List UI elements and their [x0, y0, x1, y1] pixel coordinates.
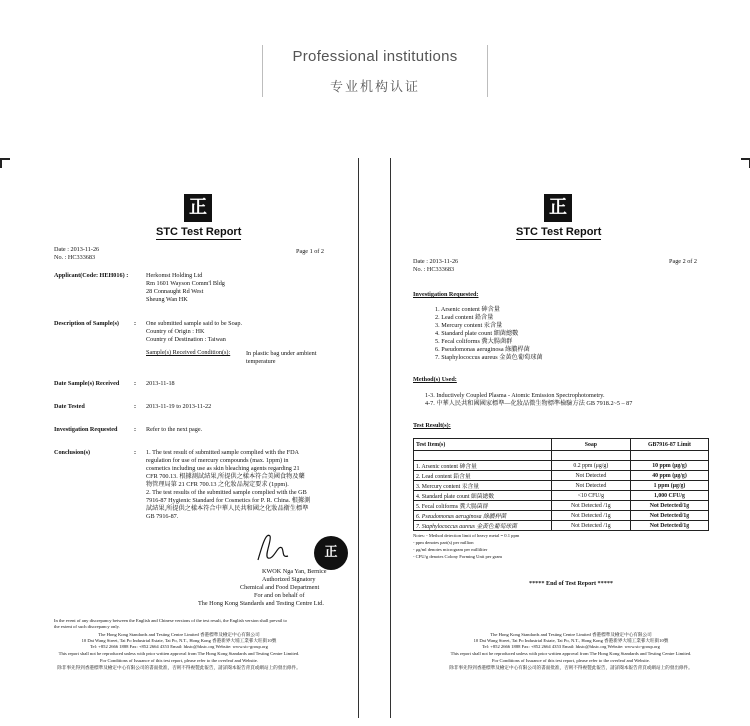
colon: :: [134, 380, 137, 387]
signatory-line: The Hong Kong Standards and Testing Centre Ltd.: [198, 600, 324, 607]
table-header: GB7916-87 Limit: [630, 439, 708, 451]
method-line: 1-3. Inductively Coupled Plasma - Atomic Emission Spectrophotometry.: [425, 392, 605, 399]
end-of-report: ***** End of Test Report *****: [528, 580, 614, 587]
investigation-item: 4. Standard plate count 細菌總數: [435, 330, 519, 337]
footer-line: The Hong Kong Standards and Testing Centre Limited 香港標準及檢定中心有限公司: [98, 632, 260, 637]
table-cell: 2. Lead content 鉛含量: [414, 471, 552, 481]
report-page-1: [0, 158, 359, 718]
report-date: Date : 2013-11-26: [413, 258, 459, 265]
page-number: Page 2 of 2: [669, 258, 698, 265]
table-cell: Not Detected /1g: [551, 511, 630, 521]
report-title: STC Test Report: [156, 226, 242, 238]
footer-line: 除非事先得到香港標準及檢定中心有限公司的書面批准，否則不得複製此報告，請詳閱本報告背頁或網站上的發出條件。: [449, 665, 693, 670]
footer-line: 10 Dai Wang Street, Tai Po Industrial Estate, Tai Po, N.T., Hong Kong 香港新界大埔工業邨大旺街10號: [473, 638, 669, 643]
report-date: Date : 2013-11-26: [54, 246, 100, 253]
table-cell: 40 ppm (μg/g): [630, 471, 708, 481]
footer-line: Tel: +852 2666 1888 Fax: +852 2664 4353 Email: hkstc@hkstc.org Website: www.stc-group.org: [90, 644, 268, 649]
conclusion-line: 試結果,所提供之樣本符合中華人民共和國之化妝品衛生標準: [146, 505, 309, 512]
date-received-label: Date Sample(s) Received: [54, 380, 120, 387]
conclusion-line: CFR 700.13. 根據測試結果,所提供之樣本符合美國食物及藥: [146, 473, 305, 480]
description-line: One submitted sample said to be Soap.: [146, 320, 243, 327]
page-corner-mark: [741, 158, 750, 168]
header-title-cn: 专业机构认证: [329, 80, 420, 95]
table-cell: 1 ppm (μg/g): [630, 481, 708, 491]
table-row: [414, 491, 709, 501]
table-row: [414, 511, 709, 521]
applicant-line: Rm 1601 Wayson Comm'l Bldg: [146, 280, 225, 287]
investigation-item: 5. Fecal coliforms 糞大腸菌群: [435, 338, 513, 345]
investigation-item: 6. Pseudomonas aeruginosa 綠膿桿菌: [435, 346, 530, 353]
official-stamp-icon: 正: [314, 536, 348, 570]
colon: :: [134, 449, 137, 456]
page-corner-mark: [0, 158, 10, 168]
footnote: the extent of such discrepancy only.: [54, 624, 120, 629]
footer-line: This report shall not be reproduced unless with prior written approval from The Hong Kong Standards and Testing Centre Limited.: [450, 651, 692, 656]
table-cell: 4. Standard plate count 細菌總數: [414, 491, 552, 501]
applicant-line: Sheung Wan HK: [146, 296, 188, 303]
table-note: - μg/ml denotes microgram per milliliter: [413, 547, 488, 552]
table-header: Soap: [551, 439, 630, 451]
date-tested-label: Date Tested: [54, 403, 85, 410]
received-condition-value: In plastic bag under ambient: [246, 350, 317, 357]
report-number: No. : HC333683: [413, 266, 455, 273]
table-row: [414, 461, 709, 471]
investigation-heading: Investigation Requested:: [413, 291, 479, 298]
table-cell: Not Detected /1g: [551, 501, 630, 511]
signatory-line: KWOK Nga Yan, Bernice: [262, 568, 327, 575]
signatory-line: Authorized Signatory: [262, 576, 316, 583]
conclusion-line: cosmetics including use as skin bleaching agents regarding 21: [146, 465, 300, 472]
table-cell: Not Detected/1g: [630, 501, 708, 511]
table-cell: 5. Fecal coliforms 糞大腸菌群: [414, 501, 552, 511]
footer-line: For Conditions of Issuance of this test report, please refer to the overleaf and Website.: [492, 658, 650, 663]
footer-line: 除非事先得到香港標準及檢定中心有限公司的書面批准，否則不得複製此報告，請詳閱本報告背頁或網站上的發出條件。: [57, 665, 301, 670]
table-cell: Not Detected: [551, 471, 630, 481]
results-table: [413, 438, 709, 531]
table-cell: Not Detected/1g: [630, 521, 708, 531]
method-line: 4-7. 中華人民共和國國家標準—化妝品微生物標準檢驗方法 GB 7918.2~5 – 87: [425, 400, 633, 407]
table-row: [414, 521, 709, 531]
table-header-row: [414, 439, 709, 451]
conclusion-line: 7916-87 Hygienic Standard for Cosmetics for P. R. China. 根據測: [146, 497, 311, 504]
investigation-value: Refer to the next page.: [146, 426, 203, 433]
table-cell: 3. Mercury content 汞含量: [414, 481, 552, 491]
table-cell: 1. Arsenic content 砷含量: [414, 461, 552, 471]
footer-line: 10 Dai Wang Street, Tai Po Industrial Estate, Tai Po, N.T., Hong Kong 香港新界大埔工業邨大旺街10號: [81, 638, 277, 643]
footer-line: For Conditions of Issuance of this test report, please refer to the overleaf and Website.: [100, 658, 258, 663]
received-condition-label: Sample(s) Received Condition(s):: [146, 349, 231, 356]
page-number: Page 1 of 2: [296, 248, 325, 255]
conclusion-line: 2. The test results of the submitted sample complied with the GB: [146, 489, 307, 496]
investigation-item: 1. Arsenic content 砷含量: [435, 306, 500, 313]
table-cell: 7. Staphylococcus aureus 金黃色葡萄球菌: [414, 521, 552, 531]
description-label: Description of Sample(s): [54, 320, 119, 327]
colon: :: [134, 403, 137, 410]
investigation-item: 2. Lead content 鉛含量: [435, 314, 494, 321]
table-cell: 1,000 CFU/g: [630, 491, 708, 501]
description-line: Country of Destination : Taiwan: [146, 336, 226, 343]
table-note: - ppm denotes part(s) per million: [413, 540, 474, 545]
table-row: [414, 501, 709, 511]
report-page-2: [390, 158, 750, 718]
applicant-label: Applicant(Code: HEH016) :: [54, 272, 129, 279]
footnote: In the event of any discrepancy between the English and Chinese versions of the test result, the English version shall prevail to: [54, 618, 287, 623]
result-heading: Test Result(s):: [413, 422, 451, 429]
description-line: Country of Origin : HK: [146, 328, 205, 335]
table-cell: Not Detected: [551, 481, 630, 491]
conclusion-label: Conclusion(s): [54, 449, 91, 456]
applicant-line: 28 Connaught Rd West: [146, 288, 204, 295]
table-note: - CFU/g denotes Colony Forming Unit per gram: [413, 554, 502, 559]
date-tested-value: 2013-11-19 to 2013-11-22: [146, 403, 212, 410]
footer-line: This report shall not be reproduced unless with prior written approval from The Hong Kong Standards and Testing Centre Limited.: [58, 651, 300, 656]
table-cell: 10 ppm (μg/g): [630, 461, 708, 471]
signatory-line: Chemical and Food Department: [240, 584, 320, 591]
table-row: [414, 481, 709, 491]
received-condition-value: temperature: [246, 358, 276, 365]
footer-line: Tel: +852 2666 1888 Fax: +852 2664 4353 Email: hkstc@hkstc.org Website: www.stc-group.org: [482, 644, 660, 649]
footer-line: The Hong Kong Standards and Testing Centre Limited 香港標準及檢定中心有限公司: [490, 632, 652, 637]
conclusion-line: 物管理局第 21 CFR 700.13 之化妝品規定要求 (1ppm).: [146, 481, 289, 488]
investigation-item: 3. Mercury content 汞含量: [435, 322, 503, 329]
investigation-item: 7. Staphylococcus aureus 金黃色葡萄球菌: [435, 354, 543, 361]
applicant-line: Herkomst Holding Ltd: [146, 272, 203, 279]
colon: :: [134, 320, 137, 327]
method-heading: Method(s) Used:: [413, 376, 457, 383]
date-received-value: 2013-11-18: [146, 380, 175, 387]
stc-logo-icon: 正: [184, 194, 212, 222]
table-cell: 0.2 ppm (μg/g): [551, 461, 630, 471]
table-cell: <10 CFU/g: [551, 491, 630, 501]
signature-icon: [252, 526, 292, 566]
header-title-en: Professional institutions: [292, 48, 458, 65]
table-cell: 6. Pseudomonas aeruginosa 綠膿桿菌: [414, 511, 552, 521]
signatory-line: For and on behalf of: [254, 592, 305, 599]
conclusion-line: GB 7916-87.: [146, 513, 179, 520]
report-title: STC Test Report: [516, 226, 602, 238]
table-note: Notes: - Method detection limit of heavy metal = 0.1 ppm: [413, 533, 520, 538]
table-cell: Not Detected/1g: [630, 511, 708, 521]
conclusion-line: regulation for use of mercury compounds (max. 1ppm) in: [146, 457, 289, 464]
conclusion-line: 1. The test result of submitted sample complied with the FDA: [146, 449, 300, 456]
table-header: Test Item(s): [414, 439, 552, 451]
investigation-label: Investigation Requested: [54, 426, 118, 433]
table-row: [414, 471, 709, 481]
table-cell: Not Detected /1g: [551, 521, 630, 531]
stc-logo-icon: 正: [544, 194, 572, 222]
page-header: [0, 0, 750, 150]
colon: :: [134, 426, 137, 433]
report-number: No. : HC333683: [54, 254, 96, 261]
